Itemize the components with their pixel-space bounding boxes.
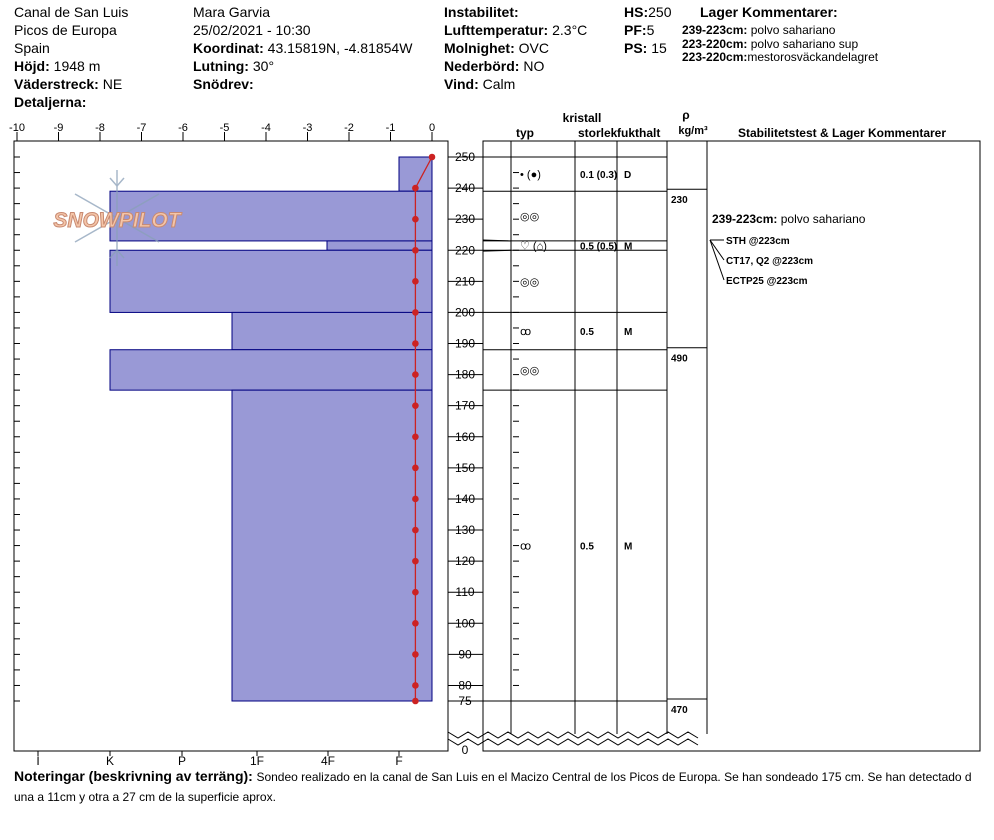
observer-name: Mara Garvia [193, 4, 271, 20]
temperature-point [412, 402, 419, 409]
top-tick-label: -3 [302, 122, 313, 134]
depth-tick-label: 75 [458, 694, 472, 708]
top-tick-label: 0 [428, 122, 436, 134]
depth-tick-label: 130 [454, 523, 476, 538]
coordinate-label: Koordinat: [193, 40, 264, 56]
temperature-point [412, 185, 419, 192]
layer-comment-text: polvo sahariano [750, 23, 836, 37]
hs-label: HS: [624, 4, 649, 20]
crystal-type: ꝏ [520, 326, 532, 339]
hardness-tick-label: P [177, 754, 187, 768]
layer-table [483, 141, 866, 734]
temperature-point [412, 558, 419, 565]
crystal-type: • (●) [520, 169, 541, 182]
pf-value: 5 [646, 22, 655, 38]
depth-tick-label: 80 [458, 678, 472, 693]
coordinate-value: 43.15819N, -4.81854W [267, 40, 413, 56]
crystal-header: kristall [562, 111, 602, 125]
crystal-size: 0.5 [580, 541, 594, 553]
depth-tick-label: 90 [458, 647, 472, 662]
top-tick-label: -5 [219, 122, 230, 134]
hardness-tick-label: K [105, 754, 115, 768]
temperature-point [412, 651, 419, 658]
hardness-bar [110, 350, 432, 390]
wind-label: Vind: [444, 76, 479, 92]
crystal-size: 0.1 (0.3) [580, 170, 618, 182]
ps-value: 15 [651, 40, 667, 56]
stability-test-pointer [710, 240, 724, 260]
hardness-tick-label: 4F [320, 754, 336, 768]
temperature-point [412, 465, 419, 472]
hs-value: 250 [648, 4, 672, 20]
slope-value: 30° [252, 58, 275, 74]
range-name: Picos de Europa [14, 22, 117, 38]
depth-tick-label: 180 [454, 367, 476, 382]
notes-section [14, 766, 994, 807]
crystal-type: ◎◎ [520, 364, 540, 377]
moisture-value: D [624, 170, 632, 182]
layer-comment-text: mestorosväckandelagret [747, 50, 879, 64]
aspect-label: Väderstreck: [14, 76, 99, 92]
stability-comment-text: polvo sahariano [777, 212, 866, 226]
temperature-point [412, 278, 419, 285]
elevation-value: 1948 m [53, 58, 101, 74]
depth-tick-label: 0 [461, 743, 469, 757]
hardness-tick-label: 1F [249, 754, 265, 768]
ground-zigzag [448, 732, 698, 745]
temperature-point [412, 433, 419, 440]
logo-text: SNOWPILOT [53, 209, 181, 232]
crystal-type: ꝏ [520, 540, 532, 553]
temperature-point [412, 371, 419, 378]
density-value: 230 [671, 195, 688, 207]
size-header: storlek [578, 126, 618, 140]
sky-value: OVC [518, 40, 549, 56]
rho-header: ρ [682, 108, 690, 122]
aspect-value: NE [102, 76, 123, 92]
depth-tick-label: 200 [454, 305, 476, 320]
depth-tick-label: 120 [454, 554, 476, 569]
depth-tick-label: 160 [454, 429, 476, 444]
temperature-point [429, 154, 436, 161]
stability-test: ECTP25 @223cm [726, 276, 808, 287]
top-tick-label: -6 [178, 122, 188, 134]
depth-tick-label: 210 [454, 274, 476, 289]
top-tick-label: -8 [95, 122, 105, 134]
instability-label: Instabilitet: [444, 4, 519, 20]
crystal-type: ♡ (⌂) [520, 240, 547, 253]
depth-tick-label: 230 [454, 212, 476, 227]
notes-label: Noteringar (beskrivning av terräng): [14, 768, 253, 784]
depth-tick-label: 110 [455, 585, 475, 600]
zigzag-line [448, 739, 698, 745]
hardness-tick-label: F [395, 754, 403, 768]
temperature-point [412, 340, 419, 347]
precip-value: NO [523, 58, 545, 74]
temperature-point [412, 247, 419, 254]
type-header: typ [516, 126, 534, 140]
zigzag-line [448, 732, 698, 738]
top-tick-label: -1 [385, 122, 396, 134]
crystal-type: ◎◎ [520, 211, 540, 224]
details-label: Detaljerna: [14, 94, 87, 110]
moisture-value: M [624, 241, 633, 253]
density-unit-header: kg/m³ [678, 125, 708, 137]
hardness-bars [110, 157, 432, 701]
layer-comment-range: 223-220cm: [682, 50, 748, 64]
observation-datetime: 25/02/2021 - 10:30 [193, 22, 311, 38]
depth-tick-label: 220 [454, 243, 476, 258]
top-tick-label: -9 [53, 122, 64, 134]
country-name: Spain [14, 40, 50, 56]
airtemp-value: 2.3°C [552, 22, 588, 38]
stability-test: STH @223cm [726, 236, 790, 247]
ps-label: PS: [624, 40, 648, 56]
layer-table-frame [483, 141, 980, 751]
stability-header: Stabilitetstest & Lager Kommentarer [737, 126, 947, 140]
layer-comment-range: 239-223cm: [682, 23, 748, 37]
airtemp-label: Lufttemperatur: [444, 22, 549, 38]
top-tick-label: -2 [344, 122, 354, 134]
top-tick-label: -7 [136, 122, 147, 134]
slope-label: Lutning: [193, 58, 249, 74]
pf-label: PF: [624, 22, 647, 38]
temperature-point [412, 527, 419, 534]
temperature-point [412, 589, 419, 596]
depth-tick-label: 150 [454, 460, 476, 475]
temperature-point [412, 682, 419, 689]
depth-tick-label: 190 [454, 336, 476, 351]
temperature-point [412, 216, 419, 223]
hardness-bar [110, 250, 432, 312]
moisture-value: M [624, 541, 633, 553]
wind-value: Calm [482, 76, 516, 92]
depth-tick-label: 240 [454, 181, 476, 196]
depth-tick-label: 140 [454, 491, 476, 506]
layer-comment-text: polvo sahariano sup [750, 37, 859, 51]
layer-comments-title: Lager Kommentarer: [700, 4, 838, 20]
drift-label: Snödrev: [193, 76, 254, 92]
moisture-header: fukthalt [617, 126, 661, 140]
hardness-bar [232, 312, 432, 349]
density-value: 470 [671, 705, 688, 716]
crystal-size: 0.5 (0.5) [580, 241, 618, 253]
top-tick-label: -10 [9, 122, 25, 134]
elevation-label: Höjd: [14, 58, 50, 74]
temperature-point [412, 620, 419, 627]
top-tick-label: -4 [261, 122, 271, 134]
depth-tick-label: 250 [454, 150, 476, 164]
location-name: Canal de San Luis [14, 4, 129, 20]
crystal-size: 0.5 [580, 327, 594, 339]
stability-comment-layer [712, 212, 866, 226]
density-value: 490 [671, 353, 688, 365]
depth-tick-label: 100 [454, 616, 476, 631]
stability-test: CT17, Q2 @223cm [726, 256, 814, 267]
depth-tick-label: 170 [454, 398, 476, 413]
temperature-point [412, 496, 419, 503]
temperature-point [412, 698, 419, 705]
notes-text: Sondeo realizado en la canal de San Luis en el Macizo Central de los Picos de Europa. Se han sondeado 175 cm. Se han detectado d una a 11cm y otra a 27 cm de la superficie aprox. [14, 770, 972, 804]
stability-comment-range: 239-223cm: [712, 212, 778, 226]
layer-comment-range: 223-220cm: [682, 37, 748, 51]
temperature-point [412, 309, 419, 316]
crystal-type: ◎◎ [520, 276, 540, 289]
hardness-tick-label: I [36, 754, 40, 768]
sky-label: Molnighet: [444, 40, 515, 56]
hardness-bar [232, 390, 432, 701]
moisture-value: M [624, 327, 633, 339]
precip-label: Nederbörd: [444, 58, 520, 74]
stability-test-pointer [710, 240, 724, 280]
